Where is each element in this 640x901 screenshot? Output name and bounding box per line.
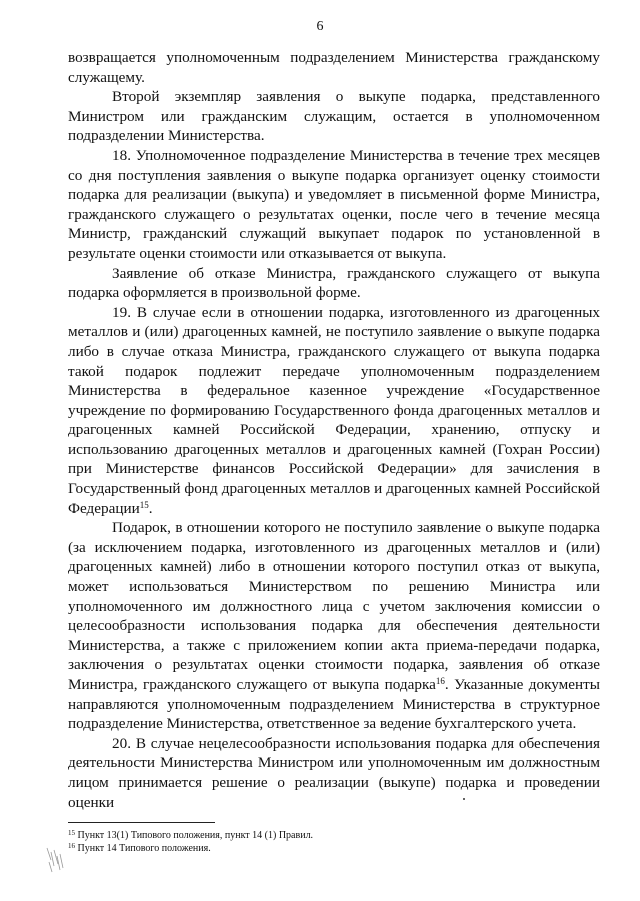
footnote-text: Пункт 14 Типового положения. <box>75 843 211 854</box>
paragraph <box>68 264 600 303</box>
footnote-number: 15 <box>68 829 75 837</box>
paragraph-text: . <box>148 499 153 517</box>
paragraph <box>68 146 600 264</box>
paragraph-text: Подарок, в отношении которого не поступило заявление о выкупе подарка (за исключением подарка, изготовленного из драгоценных металлов и (или) драгоценных камней) либо в отношении которого поступил отказ от выкупа, может использоваться Министерством по решению Министра или уполномоченного им должностного лица с учетом заключения комиссии о целесообразности использования подарка для обеспечения деятельности Министерства, а также с приложением копии акта приема-передачи подарка, заключения о результатах оценки стоимости подарка, заявления об отказе Министра, гражданского служащего от выкупа подарка <box>68 519 600 693</box>
paragraph-text: . Указанные документы направляются уполномоченным подразделением Министерства в структурное подразделение Министерства, ответственное за ведение бухгалтерского учета. <box>68 676 600 733</box>
paragraph-text: возвращается уполномоченным подразделением Министерства гражданскому служащему. <box>68 49 600 86</box>
paragraph-text: 20. В случае нецелесообразности использования подарка для обеспечения деятельности Министерства Министром или уполномоченным им должностным лицом принимается решение о реализации (выкупе) подарка и проведении оценки <box>68 734 600 811</box>
footnote-reference: 16 <box>435 676 445 686</box>
footnotes <box>68 829 600 855</box>
paragraph-text: 19. В случае если в отношении подарка, изготовленного из драгоценных металлов и (или) драгоценных камней, не поступило заявление о выкупе подарка либо в случае отказа Министра, гражданского служащего от выкупа подарка такой подарок подлежит передаче уполномоченным подразделением Министерства в федеральное казенное учреждение «Государственное учреждение по формированию Государственного фонда драгоценных металлов и драгоценных камней Российской Федерации, хранению, отпуску и использованию драгоценных металлов и драгоценных камней (Гохран России) при Министерстве финансов Российской Федерации» для зачисления в Государственный фонд драгоценных металлов и драгоценных камней Российской Федерации <box>68 303 600 517</box>
paragraph-text: Второй экземпляр заявления о выкупе подарка, представленного Министром или гражданским служащим, остается в уполномоченном подразделении Министерства. <box>68 88 600 145</box>
paragraph-text: Заявление об отказе Министра, гражданского служащего от выкупа подарка оформляется в произвольной форме. <box>68 264 600 302</box>
document-body <box>68 48 600 812</box>
paragraph-text: 18. Уполномоченное подразделение Министерства в течение трех месяцев со дня поступления заявления о выкупе подарка организует оценку стоимости подарка для реализации (выкупа) и уведомляет в письменной форме Министра, гражданского служащего о результатах оценки, после чего в течение месяца Министр, гражданский служащий выкупает подарок по установленной в результате оценки стоимости или отказывается от выкупа. <box>68 146 600 262</box>
paragraph <box>68 734 600 812</box>
footnote <box>68 829 600 842</box>
footnote-divider <box>68 822 215 823</box>
footnote <box>68 842 600 855</box>
paragraph <box>68 87 600 146</box>
page-number: 6 <box>316 19 324 34</box>
footnote-number: 16 <box>68 842 75 850</box>
scan-speck <box>463 798 465 800</box>
paragraph <box>68 303 600 519</box>
footnote-text: Пункт 13(1) Типового положения, пункт 14 (1) Правил. <box>75 830 314 841</box>
scan-artifact-marks <box>44 846 68 874</box>
paragraph <box>68 48 600 87</box>
paragraph <box>68 518 600 734</box>
footnote-reference: 15 <box>139 499 149 510</box>
